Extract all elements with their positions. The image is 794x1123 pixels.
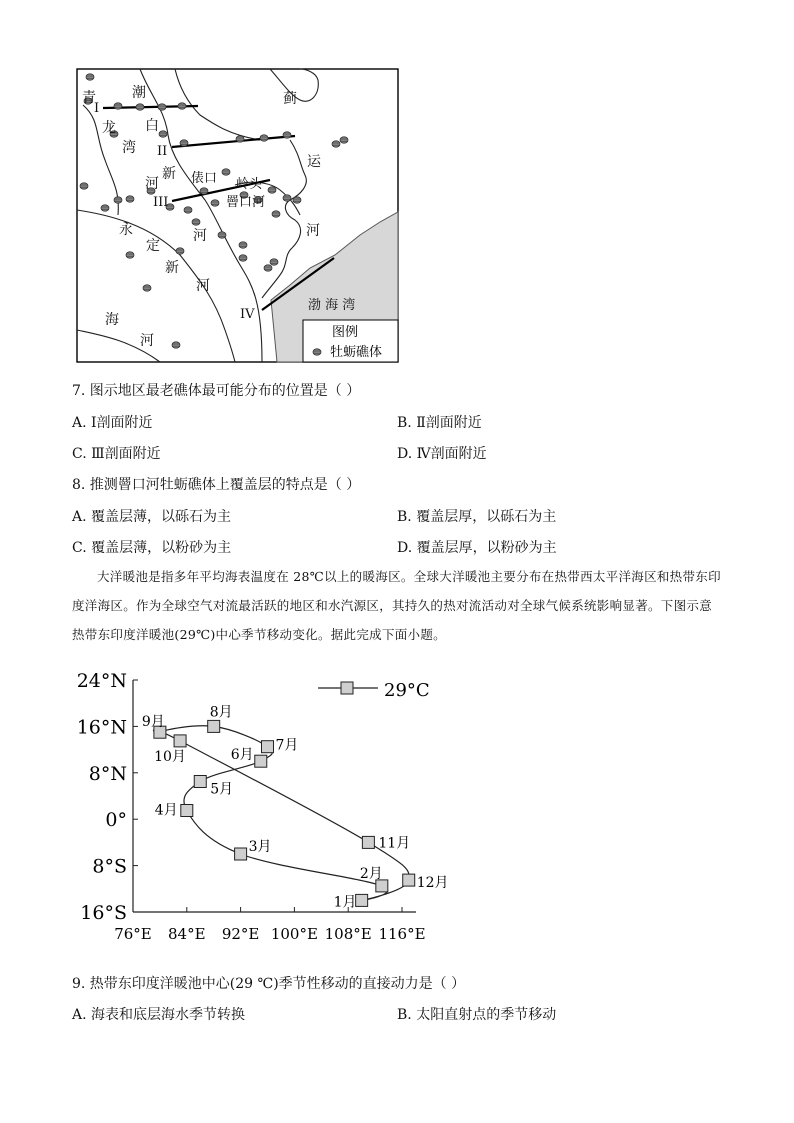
data-point-label: 5月 [210, 781, 234, 798]
data-point-label: 6月 [230, 747, 254, 764]
reef-symbol [222, 169, 230, 175]
chart-points [142, 704, 449, 910]
label-ji: 蓟 [283, 91, 297, 107]
legend-reef-icon [313, 349, 321, 355]
q9-stem: 9. 热带东印度洋暖池中心(29 ℃)季节性移动的直接动力是（ ） [72, 976, 466, 992]
data-point-10 [174, 735, 186, 747]
reef-symbol [136, 104, 144, 110]
data-point-11 [362, 836, 374, 848]
label-xin1: 新 [162, 166, 176, 182]
label-he6: 河 [140, 333, 154, 349]
reef-symbol [158, 104, 166, 110]
data-point-4 [181, 805, 193, 817]
q8-option-d[interactable]: D. 覆盖层厚，以粉砂为主 [397, 540, 557, 556]
label-jiankou: 俵口 [191, 171, 218, 186]
reef-symbol [332, 141, 340, 147]
passage-warm-pool: 大洋暖池是指多年平均海表温度在 28℃以上的暖海区。全球大洋暖池主要分布在热带西太平洋海区和热带东印度洋海区。作为全球空气对流最活跃的地区和水汽源区，其持久的热对流活动对全球气候系统影响显著。下图示意热带东印度洋暖池(29℃)中心季节移动变化。据此完成下面小题。 [72, 569, 721, 642]
oyster-reef-map [0, 0, 794, 370]
q8-option-a[interactable]: A. 覆盖层薄，以砾石为主 [72, 509, 232, 525]
label-he2: 河 [193, 228, 207, 244]
label-qing: 青 [82, 90, 96, 106]
x-tick-label: 116°E [378, 925, 426, 943]
data-point-label: 12月 [416, 875, 449, 892]
label-xin2: 新 [165, 260, 179, 276]
label-section-3: III [153, 195, 169, 210]
label-chao: 潮 [132, 85, 146, 101]
data-point-label: 10月 [154, 748, 186, 765]
q7-option-a[interactable]: A. Ⅰ剖面附近 [72, 415, 153, 431]
legend-title: 图例 [332, 325, 359, 340]
reef-symbol [239, 255, 247, 261]
reef-symbol [211, 200, 219, 206]
reef-symbol [180, 140, 188, 146]
reef-symbol [143, 285, 151, 291]
label-he3: 河 [306, 223, 320, 239]
label-he4: 河 [196, 278, 210, 294]
reef-symbol [260, 135, 268, 141]
reef-symbol [268, 187, 276, 193]
reef-symbol [80, 183, 88, 189]
data-point-label: 3月 [248, 839, 272, 855]
reef-symbol [264, 265, 272, 271]
data-point-7 [262, 741, 274, 753]
q7-option-b[interactable]: B. Ⅱ剖面附近 [397, 415, 482, 431]
reef-symbol [283, 132, 291, 138]
reef-symbol [126, 196, 134, 202]
y-tick-label: 8°S [92, 855, 127, 878]
q8-stem: 8. 推测罾口河牡蛎礁体上覆盖层的特点是（ ） [72, 477, 361, 493]
reef-symbol [114, 103, 122, 109]
data-point-label: 1月 [333, 894, 357, 911]
x-tick-label: 84°E [168, 925, 206, 943]
data-point-label: 2月 [359, 865, 383, 882]
x-tick-label: 108°E [324, 925, 372, 943]
label-section-4: IV [240, 307, 255, 322]
q7-option-c[interactable]: C. Ⅲ剖面附近 [72, 446, 161, 462]
label-wan: 湾 [122, 140, 136, 156]
label-hai: 海 [105, 312, 119, 328]
y-tick-label: 24°N [76, 670, 127, 692]
reef-symbol [200, 188, 208, 194]
q7-stem: 7. 图示地区最老礁体最可能分布的位置是（ ） [72, 383, 361, 399]
reef-symbol [126, 252, 134, 258]
label-lingtou: 岭头 [236, 177, 263, 192]
label-long: 龙 [102, 120, 116, 136]
label-gukouhe: 罾口河 [226, 195, 266, 210]
y-tick-label: 8°N [88, 762, 127, 785]
data-point-label: 4月 [154, 802, 178, 819]
reef-symbol [184, 207, 192, 213]
q9-option-b[interactable]: B. 太阳直射点的季节移动 [397, 1007, 557, 1023]
label-ding: 定 [146, 238, 160, 254]
label-yun: 运 [307, 154, 321, 170]
reef-symbol [293, 197, 301, 203]
chart-legend [318, 680, 430, 701]
reef-symbol [86, 74, 94, 80]
label-he1: 河 [145, 176, 159, 192]
y-tick-label: 16°S [80, 902, 127, 924]
legend-marker [341, 682, 353, 694]
legend-item: 牡蛎礁体 [330, 345, 383, 360]
reef-symbol [192, 219, 200, 225]
label-section-2: II [157, 144, 168, 159]
reef-symbol [172, 342, 180, 348]
x-tick-label: 76°E [114, 925, 152, 943]
x-tick-label: 100°E [270, 925, 318, 943]
y-tick-label: 0° [105, 809, 127, 832]
reef-symbol [340, 137, 348, 143]
reef-symbol [176, 248, 184, 254]
label-yong: 永 [119, 222, 133, 238]
q7-option-d[interactable]: D. Ⅳ剖面附近 [397, 446, 487, 462]
chart-axes [77, 670, 426, 943]
reef-symbol [283, 195, 291, 201]
reef-symbol [236, 136, 244, 142]
data-point-6 [255, 755, 267, 767]
data-point-5 [194, 776, 206, 788]
warm-pool-chart [0, 660, 794, 960]
reef-symbol [270, 259, 278, 265]
data-point-3 [235, 848, 247, 860]
label-bohai-bay: 渤 海 湾 [308, 298, 356, 313]
q8-option-b[interactable]: B. 覆盖层厚，以砾石为主 [397, 509, 557, 525]
data-point-label: 7月 [275, 737, 299, 754]
x-tick-label: 92°E [221, 925, 260, 943]
data-point-8 [208, 720, 220, 732]
q8-option-c[interactable]: C. 覆盖层薄，以粉砂为主 [72, 540, 232, 556]
data-point-label: 9月 [141, 714, 165, 731]
data-point-12 [403, 874, 415, 886]
reef-symbol [114, 197, 122, 203]
reef-symbol [272, 211, 280, 217]
data-point-label: 8月 [209, 704, 233, 721]
reef-symbol [101, 205, 109, 211]
label-bai: 白 [145, 118, 159, 134]
legend-label: 29°C [384, 680, 430, 701]
reef-symbol [239, 242, 247, 248]
reef-symbol [159, 131, 167, 137]
reef-symbol [218, 232, 226, 238]
y-tick-label: 16°N [76, 716, 127, 739]
data-point-label: 11月 [378, 835, 411, 852]
reef-symbol [178, 103, 186, 109]
label-section-1: I [94, 101, 100, 116]
data-point-1 [356, 894, 368, 906]
q9-option-a[interactable]: A. 海表和底层海水季节转换 [72, 1007, 246, 1023]
